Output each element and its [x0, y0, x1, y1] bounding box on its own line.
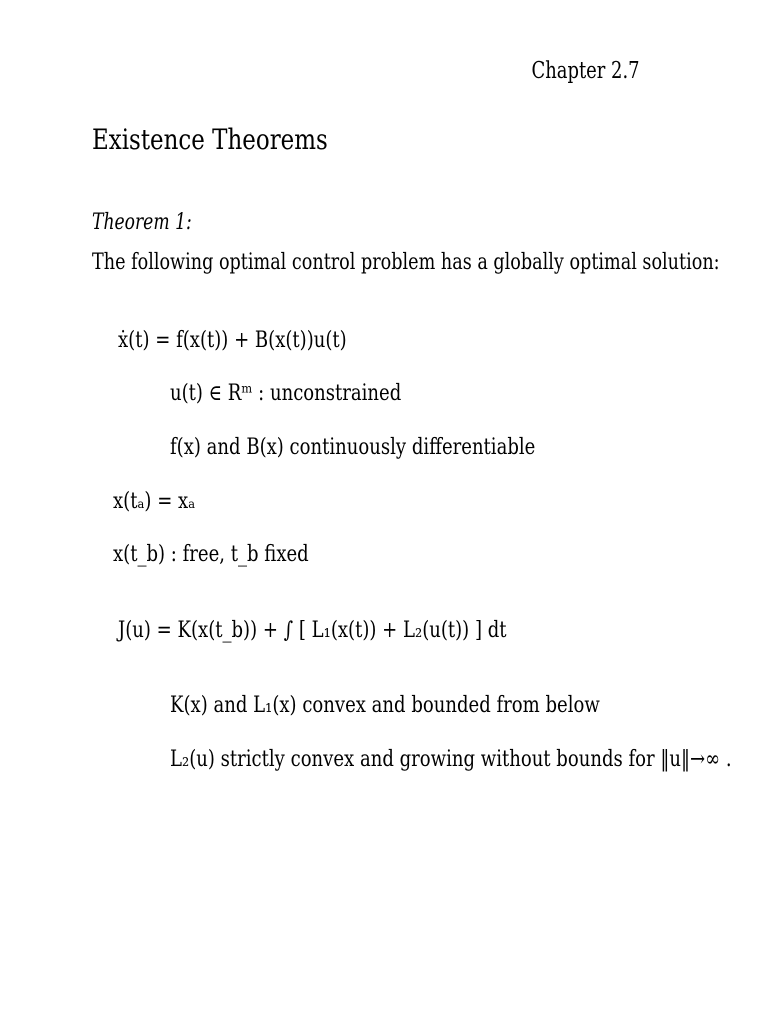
equation-cost-functional: J(u) = K(x(t_b)) + ∫ [ L₁(x(t)) + L₂(u(t)) ] dt — [118, 618, 507, 643]
equation-initial-condition: x(tₐ) = xₐ — [113, 489, 196, 514]
chapter-header: Chapter 2.7 — [531, 58, 640, 84]
equation-growth: L₂(u) strictly convex and growing without bounds for ‖u‖→∞ . — [170, 747, 732, 772]
equation-convexity: K(x) and L₁(x) convex and bounded from below — [170, 693, 600, 718]
equation-smoothness: f(x) and B(x) continuously differentiable — [170, 435, 536, 460]
equation-control: u(t) ∈ Rᵐ : unconstrained — [170, 381, 402, 406]
theorem-statement: The following optimal control problem has a globally optimal solution: — [92, 250, 720, 275]
page-title: Existence Theorems — [92, 123, 328, 156]
theorem-label: Theorem 1: — [92, 210, 192, 235]
equation-dynamics: ẋ(t) = f(x(t)) + B(x(t))u(t) — [118, 328, 347, 353]
equation-final-condition: x(t_b) : free, t_b fixed — [113, 542, 309, 567]
